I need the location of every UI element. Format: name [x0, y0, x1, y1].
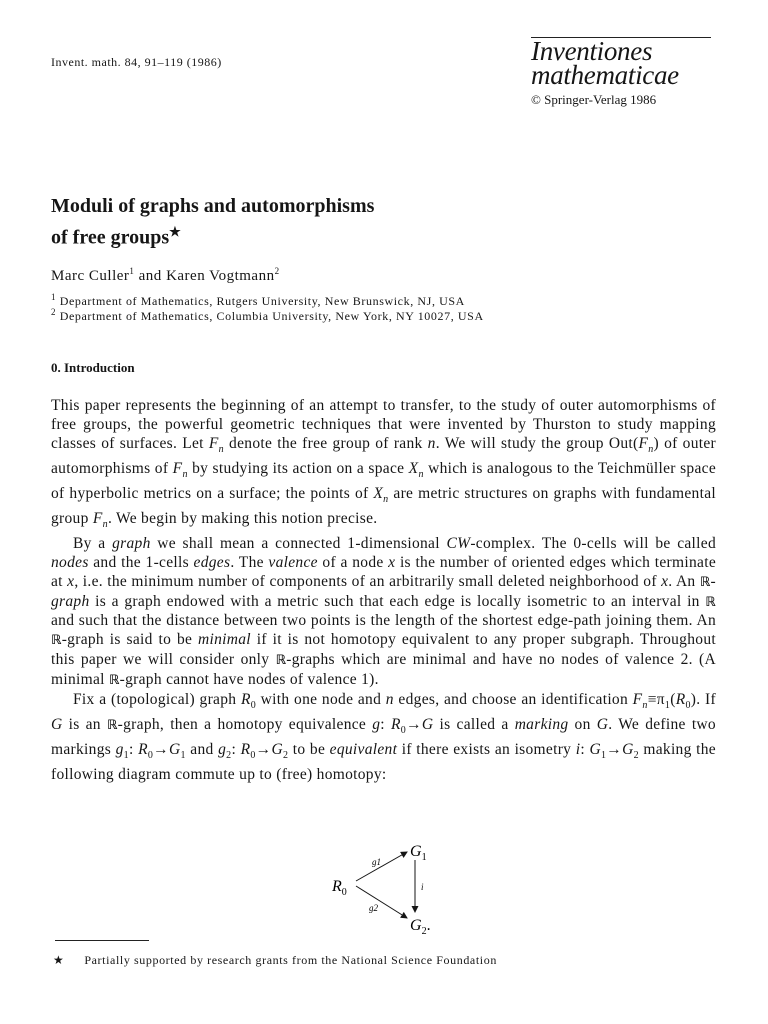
title-footnote-star: ★: [169, 224, 181, 239]
title-line1: Moduli of graphs and automorphisms: [51, 195, 375, 217]
journal-name-line2: mathematicae: [531, 60, 679, 90]
affiliation-1-text: Department of Mathematics, Rutgers University, New Brunswick, NJ, USA: [59, 294, 465, 308]
author-vogtmann: Karen Vogtmann: [166, 268, 275, 284]
affiliation-2-mark: 2: [51, 307, 57, 317]
diagram-arrow-g1: [356, 852, 407, 881]
author-culler: Marc Culler: [51, 268, 130, 284]
footnote: [53, 953, 497, 968]
affiliation-2-text: Department of Mathematics, Columbia University, New York, NY 10027, USA: [59, 309, 484, 323]
diagram-top-node: $G_1$: [410, 843, 427, 863]
commutative-diagram: [326, 838, 446, 938]
affiliation-1-mark: 1: [51, 292, 57, 302]
diagram-label-g1: g1: [372, 857, 381, 867]
publisher-copyright: © Springer-Verlag 1986: [531, 92, 657, 107]
affiliation-2: [51, 307, 484, 324]
paragraph-2: By a graph we shall mean a connected 1-dimensional CW-complex. The 0-cells will be called nodes and the 1-cells edges. The valence of a node x is the number of oriented edges which terminate at x, i.e. the minimum number of components of an arbitrarily small deleted neighborhood of x. An ℝ-graph is a graph endowed with a metric such that each edge is locally isometric to an interval in ℝ and such that the distance between two points is the length of the shortest edge-path joining them. An ℝ-graph is said to be minimal if it is not homotopy equivalent to any proper subgraph. Throughout this paper we will consider only ℝ-graphs which are minimal and have no nodes of valence 2. (A minimal ℝ-graph cannot have nodes of valence 1).: [51, 534, 717, 689]
citation: Invent. math. 84, 91–119 (1986): [51, 55, 222, 69]
footnote-text: Partially supported by research grants from the National Science Foundation: [84, 953, 497, 967]
diagram-label-g2: g2: [369, 903, 378, 913]
diagram-source-node: $R_0$: [332, 878, 347, 898]
author-line: [51, 266, 280, 285]
diagram-label-i: i: [421, 882, 424, 892]
footnote-rule: [55, 940, 149, 941]
introduction-body: [51, 397, 716, 785]
diagram-bottom-node: $G_2$.: [410, 917, 431, 937]
paragraph-1: This paper represents the beginning of an attempt to transfer, to the study of outer automorphisms of free groups, the powerful geometric techniques that were invented by Thurston to study mapping classes of surfaces. Let $F_n$ denote the free group of rank n. We will study the group $Out(F_n)$ of outer automorphisms of $F_n$ by studying its action on a space $X_n$ which is analogous to the Teichmüller space of hyperbolic metrics on a surface; the points of $X_n$ are metric structures on graphs with fundamental group $F_n$. We begin by making this notion precise.: [51, 397, 717, 530]
section-heading: 0. Introduction: [51, 360, 135, 375]
title-line2: of free groups: [51, 226, 170, 249]
footnote-star: ★: [53, 953, 65, 967]
author2-affiliation-mark: 2: [274, 266, 280, 276]
author-and: and: [138, 268, 162, 284]
diagram-arrow-g2: [356, 886, 407, 918]
paper-title: [51, 193, 374, 251]
journal-masthead: [531, 37, 711, 108]
journal-name-line1: Inventiones: [531, 36, 653, 66]
paragraph-3: Fix a (topological) graph $R_0$ with one node and n edges, and choose an identification $F_n\equiv\pi_1(R_0)$. If G is an ℝ-graph, then a homotopy equivalence g: $R_0\to G$ is called a marking on G. We define two markings $g_1$: $R_0\to G_1$ and $g_2$: $R_0\to G_2$ to be equivalent if there exists an isometry i: $G_1\to G_2$ making the following diagram commute up to (free) homotopy:: [51, 691, 716, 784]
author1-affiliation-mark: 1: [129, 266, 135, 276]
